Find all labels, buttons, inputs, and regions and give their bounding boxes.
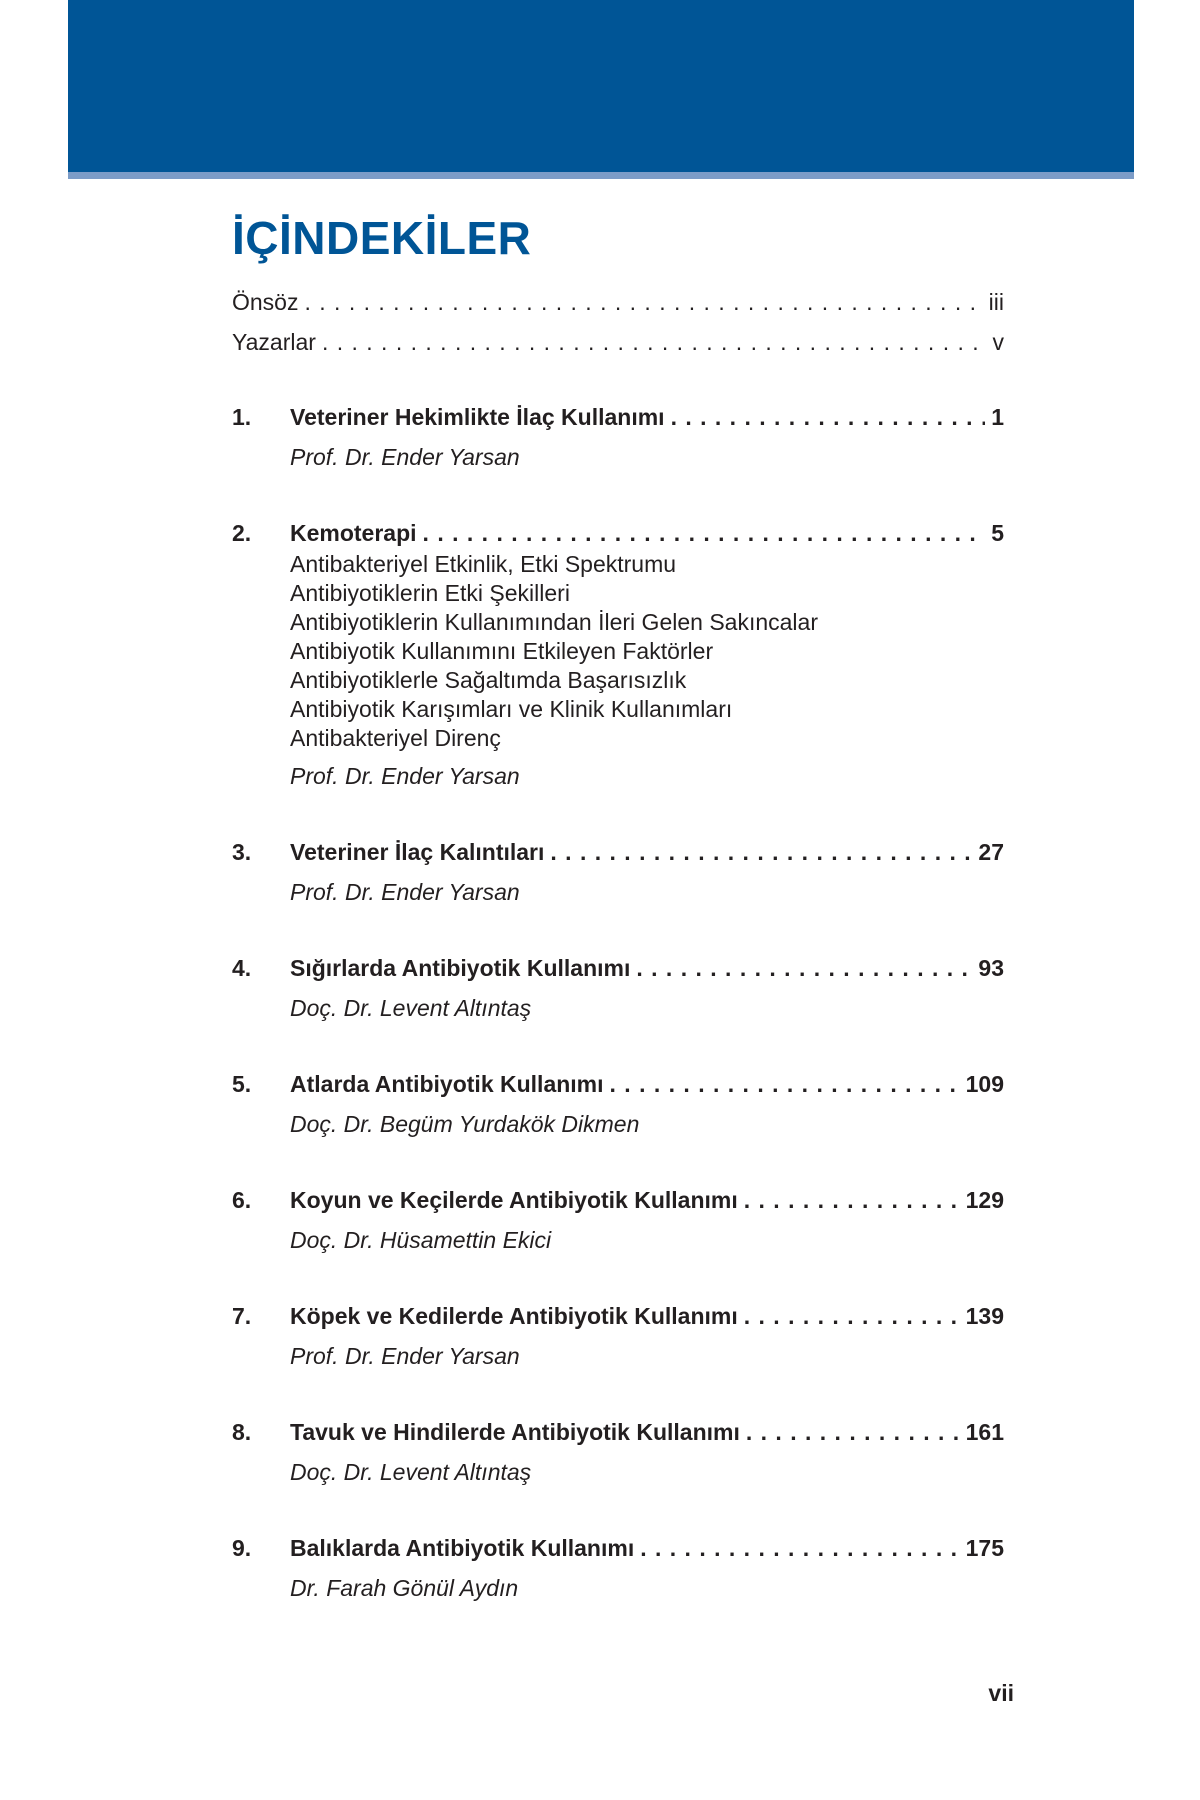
toc-chapter-entry[interactable] — [232, 951, 1004, 985]
chapter-list — [232, 400, 1004, 1605]
toc-chapter-entry[interactable] — [232, 1183, 1004, 1217]
subsection-item[interactable]: Antibiyotiklerle Sağaltımda Başarısızlık — [290, 667, 687, 693]
chapter-author: Doç. Dr. Begüm Yurdakök Dikmen — [290, 1111, 640, 1137]
toc-chapter — [232, 1183, 1004, 1257]
toc-chapter-entry[interactable] — [232, 1067, 1004, 1101]
toc-chapter-entry[interactable] — [232, 400, 1004, 434]
toc-chapter-entry[interactable] — [232, 516, 1004, 550]
chapter-page: 93 — [978, 955, 1004, 981]
chapter-page: 175 — [965, 1535, 1004, 1561]
chapter-author: Prof. Dr. Ender Yarsan — [290, 444, 520, 470]
toc-chapter — [232, 516, 1004, 793]
dot-leader — [671, 400, 986, 434]
chapter-author: Doç. Dr. Levent Altıntaş — [290, 1459, 532, 1485]
subsection-item[interactable]: Antibiyotiklerin Etki Şekilleri — [290, 580, 570, 606]
chapter-number: 7. — [232, 1303, 252, 1329]
chapter-title: Balıklarda Antibiyotik Kullanımı — [290, 1535, 635, 1561]
chapter-title: Tavuk ve Hindilerde Antibiyotik Kullanımı — [290, 1419, 740, 1445]
chapter-number: 2. — [232, 520, 252, 546]
chapter-author: Prof. Dr. Ender Yarsan — [290, 879, 520, 905]
chapter-author: Dr. Farah Gönül Aydın — [290, 1575, 519, 1601]
toc-chapter — [232, 400, 1004, 474]
page-number: vii — [988, 1680, 1014, 1706]
toc-title: İÇİNDEKİLER — [232, 212, 532, 264]
chapter-title: Veteriner İlaç Kalıntıları — [290, 839, 545, 865]
toc-chapter-entry[interactable] — [232, 1531, 1004, 1565]
header-banner — [68, 0, 1134, 172]
toc-chapter — [232, 1299, 1004, 1373]
chapter-title: Koyun ve Keçilerde Antibiyotik Kullanımı — [290, 1187, 738, 1213]
chapter-title: Sığırlarda Antibiyotik Kullanımı — [290, 955, 631, 981]
chapter-number: 8. — [232, 1419, 252, 1445]
chapter-page: 109 — [965, 1071, 1004, 1097]
subsection-item[interactable]: Antibakteriyel Direnç — [290, 725, 501, 751]
toc-entry-yazarlar[interactable] — [232, 322, 1004, 362]
dot-leader — [423, 516, 986, 550]
subsection-item[interactable]: Antibiyotik Kullanımını Etkileyen Faktörler — [290, 638, 714, 664]
toc-chapter — [232, 1067, 1004, 1141]
chapter-title: Atlarda Antibiyotik Kullanımı — [290, 1071, 604, 1097]
chapter-page: 27 — [978, 839, 1004, 865]
toc-entry-page: iii — [988, 289, 1004, 315]
toc-content — [232, 210, 1004, 1647]
chapter-number: 5. — [232, 1071, 252, 1097]
chapter-author: Prof. Dr. Ender Yarsan — [290, 1343, 520, 1369]
chapter-author: Doç. Dr. Hüsamettin Ekici — [290, 1227, 552, 1253]
subsection-item[interactable]: Antibakteriyel Etkinlik, Etki Spektrumu — [290, 551, 677, 577]
chapter-number: 9. — [232, 1535, 252, 1561]
toc-chapter-entry[interactable] — [232, 835, 1004, 869]
toc-chapter — [232, 835, 1004, 909]
toc-chapter-entry[interactable] — [232, 1299, 1004, 1333]
chapter-page: 129 — [965, 1187, 1004, 1213]
chapter-number: 1. — [232, 404, 252, 430]
dot-leader — [610, 1067, 960, 1101]
dot-leader — [746, 1415, 960, 1449]
dot-leader — [550, 835, 972, 869]
dot-leader — [304, 282, 982, 322]
toc-entry-label: Önsöz — [232, 289, 299, 315]
toc-chapter — [232, 951, 1004, 1025]
toc-chapter — [232, 1531, 1004, 1605]
chapter-title: Kemoterapi — [290, 520, 417, 546]
chapter-number: 3. — [232, 839, 252, 865]
dot-leader — [744, 1299, 960, 1333]
toc-chapter-entry[interactable] — [232, 1415, 1004, 1449]
dot-leader — [636, 951, 972, 985]
toc-entry-page: v — [992, 329, 1004, 355]
header-stripe — [68, 172, 1134, 179]
chapter-author: Prof. Dr. Ender Yarsan — [290, 763, 520, 789]
toc-entry-onsoz[interactable] — [232, 282, 1004, 322]
dot-leader — [744, 1183, 960, 1217]
toc-chapter — [232, 1415, 1004, 1489]
dot-leader — [640, 1531, 959, 1565]
chapter-number: 4. — [232, 955, 252, 981]
chapter-page: 5 — [991, 520, 1004, 546]
chapter-page: 139 — [965, 1303, 1004, 1329]
chapter-title: Veteriner Hekimlikte İlaç Kullanımı — [290, 404, 665, 430]
chapter-author: Doç. Dr. Levent Altıntaş — [290, 995, 532, 1021]
chapter-number: 6. — [232, 1187, 252, 1213]
toc-entry-label: Yazarlar — [232, 329, 316, 355]
chapter-page: 161 — [965, 1419, 1004, 1445]
subsection-item[interactable]: Antibiyotiklerin Kullanımından İleri Gelen Sakıncalar — [290, 609, 818, 635]
subsection-item[interactable]: Antibiyotik Karışımları ve Klinik Kullanımları — [290, 696, 733, 722]
front-matter-list — [232, 282, 1004, 362]
chapter-page: 1 — [991, 404, 1004, 430]
subsection-list — [290, 550, 1004, 753]
chapter-title: Köpek ve Kedilerde Antibiyotik Kullanımı — [290, 1303, 738, 1329]
dot-leader — [322, 322, 987, 362]
